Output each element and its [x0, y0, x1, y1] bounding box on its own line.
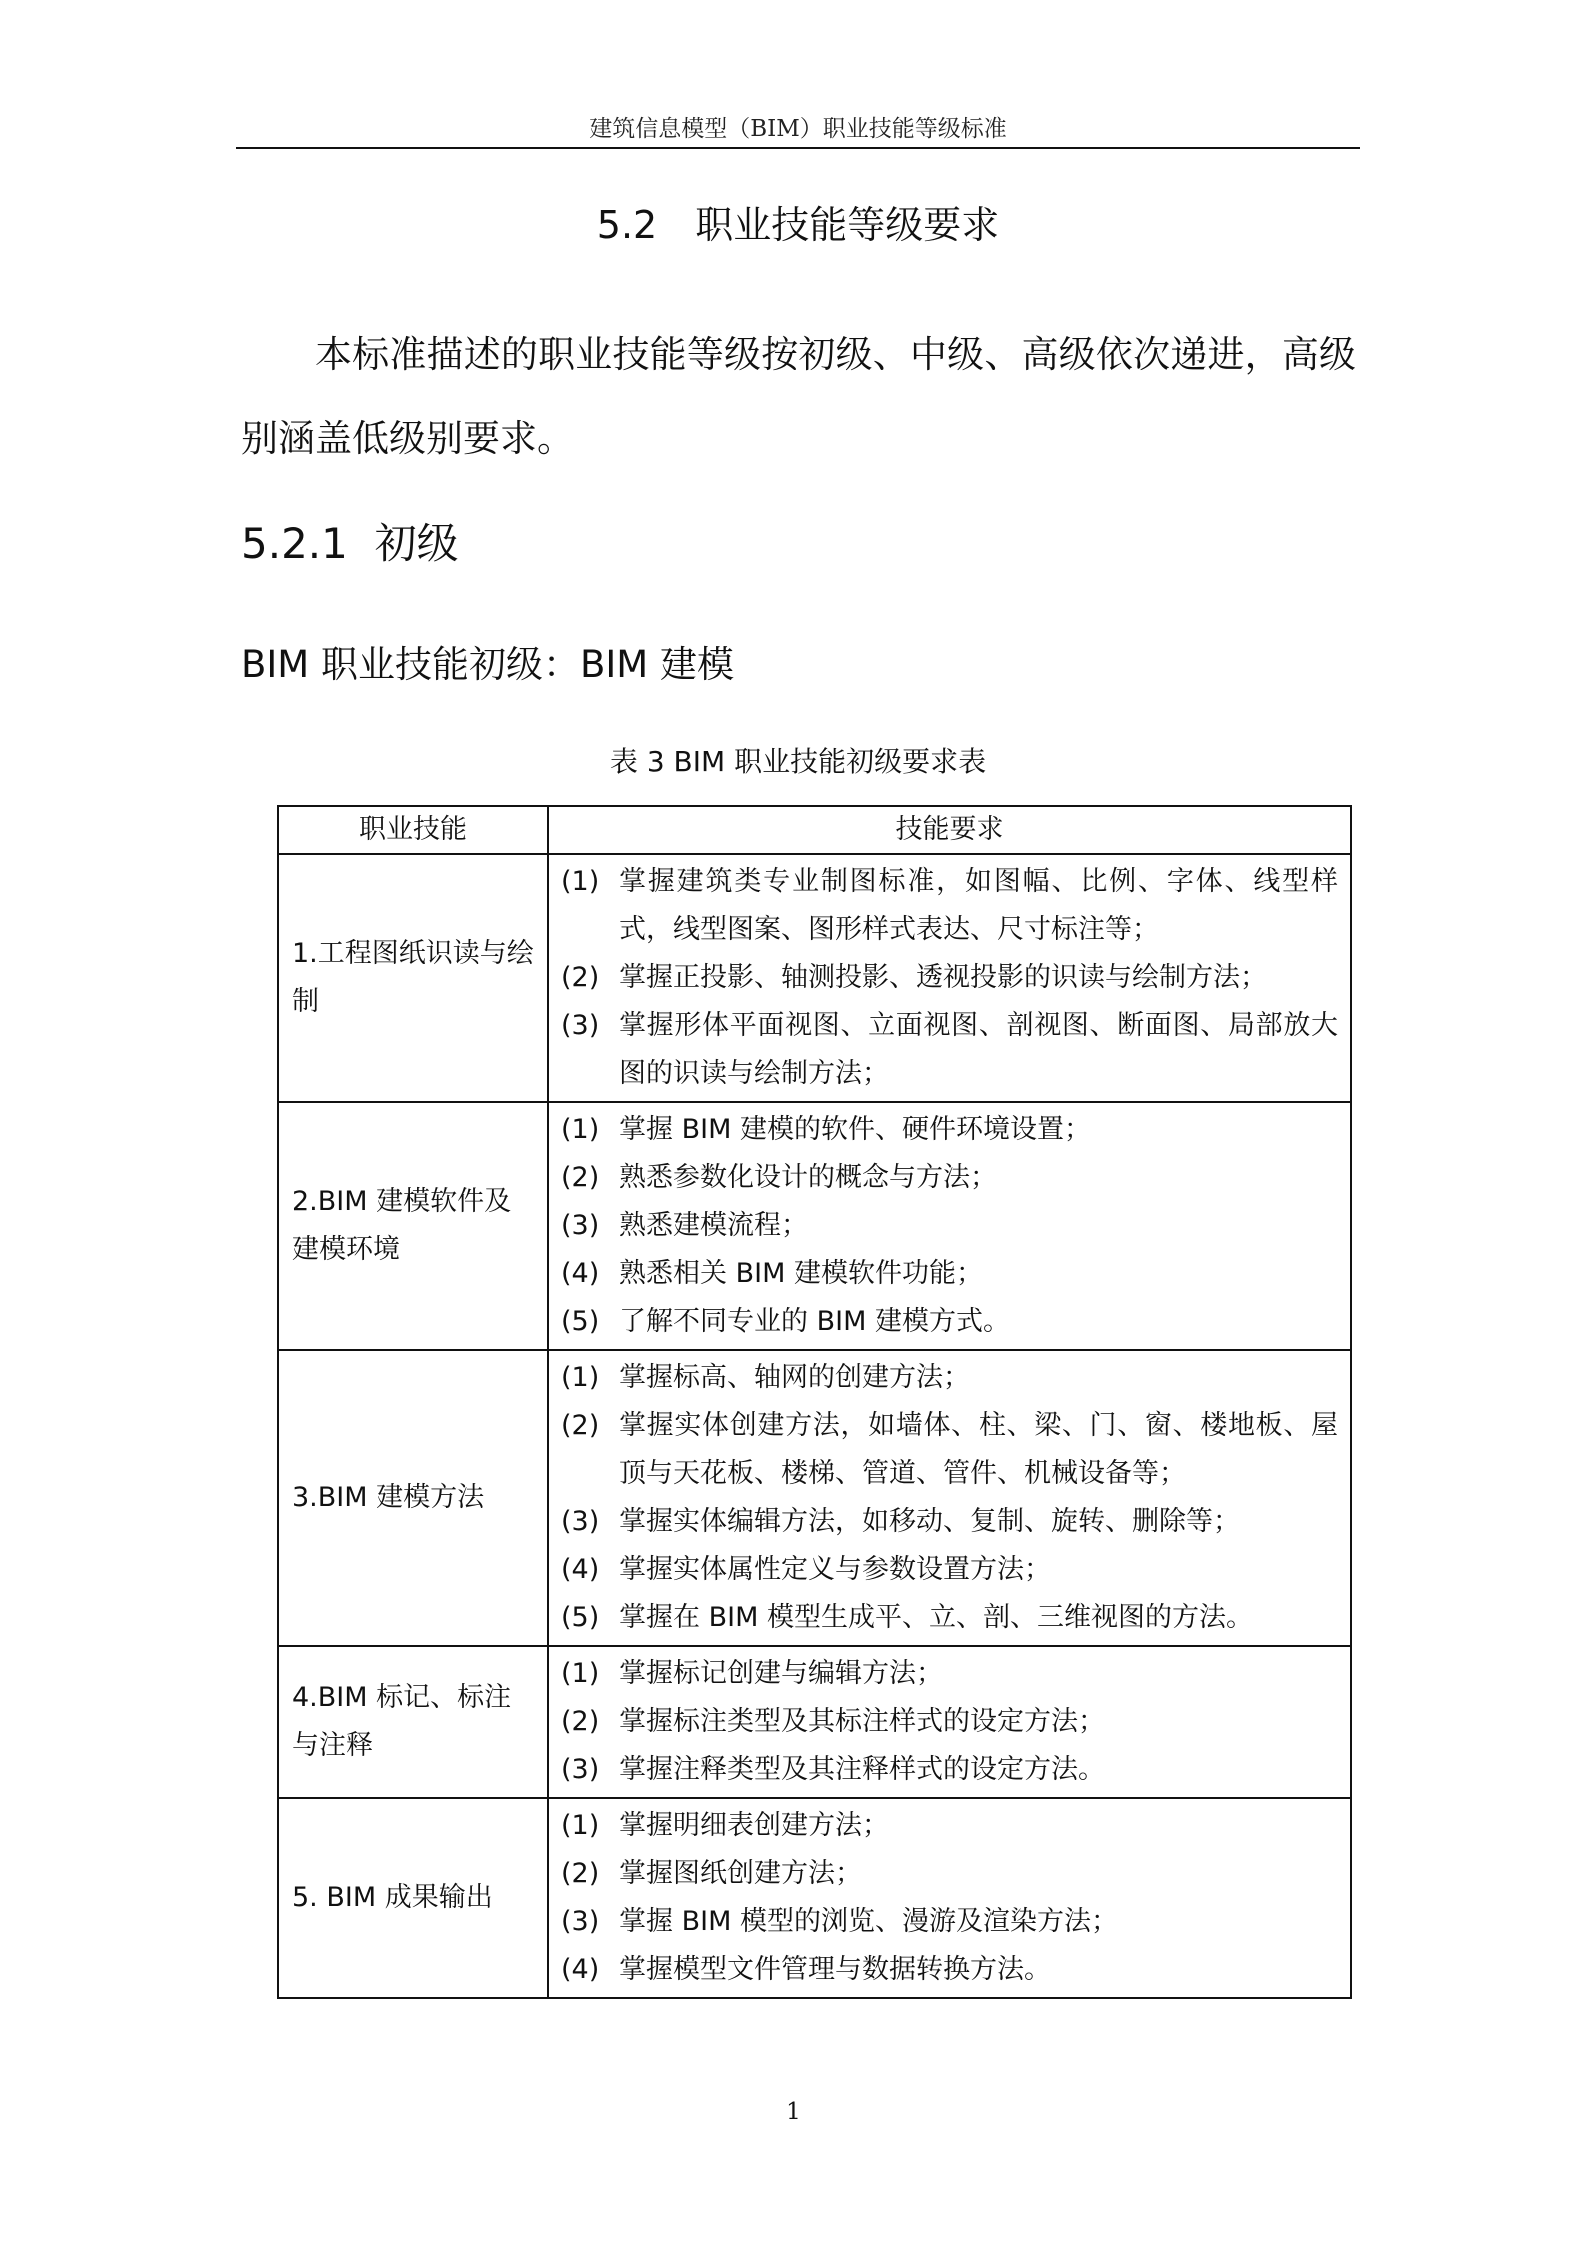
requirement-text: 掌握明细表创建方法； — [619, 1810, 889, 1841]
requirement-item — [561, 1498, 1338, 1546]
requirement-text: 掌握 BIM 模型的浏览、漫游及渲染方法； — [619, 1906, 1118, 1937]
requirement-number: (4) — [561, 1554, 600, 1585]
requirement-item — [561, 1698, 1338, 1746]
table-row — [278, 1350, 1351, 1646]
requirement-item — [561, 1546, 1338, 1594]
requirement-item — [561, 1746, 1338, 1794]
requirement-number: (4) — [561, 1954, 600, 1985]
requirement-number: (3) — [561, 1010, 600, 1041]
requirement-number: (2) — [561, 1410, 600, 1441]
requirement-item — [561, 1650, 1338, 1698]
requirement-item — [561, 1298, 1338, 1346]
requirement-text: 掌握建筑类专业制图标准，如图幅、比例、字体、线型样式，线型图案、图形样式表达、尺寸标注等； — [619, 866, 1338, 945]
requirement-item — [561, 1154, 1338, 1202]
requirement-item — [561, 1898, 1338, 1946]
table-row — [278, 1798, 1351, 1998]
requirement-number: (1) — [561, 1658, 600, 1689]
requirement-item — [561, 1946, 1338, 1994]
requirements-cell — [548, 1798, 1351, 1998]
requirement-number: (1) — [561, 1810, 600, 1841]
requirements-cell — [548, 1350, 1351, 1646]
requirement-text: 了解不同专业的 BIM 建模方式。 — [619, 1306, 1010, 1337]
requirement-text: 掌握正投影、轴测投影、透视投影的识读与绘制方法； — [619, 962, 1267, 993]
requirement-text: 掌握实体编辑方法，如移动、复制、旋转、删除等； — [619, 1506, 1240, 1537]
subsection-title: 5.2.1 初级 — [241, 519, 459, 568]
requirement-text: 掌握标记创建与编辑方法； — [619, 1658, 943, 1689]
requirement-number: (3) — [561, 1906, 600, 1937]
requirements-cell — [548, 1102, 1351, 1350]
table-row — [278, 854, 1351, 1102]
requirement-item — [561, 858, 1338, 954]
table-row — [278, 1102, 1351, 1350]
requirement-item — [561, 1002, 1338, 1098]
requirement-item — [561, 954, 1338, 1002]
header-divider — [236, 147, 1360, 149]
requirements-cell — [548, 854, 1351, 1102]
requirement-number: (5) — [561, 1602, 600, 1633]
requirement-item — [561, 1802, 1338, 1850]
requirement-text: 掌握实体属性定义与参数设置方法； — [619, 1554, 1051, 1585]
requirement-text: 掌握形体平面视图、立面视图、剖视图、断面图、局部放大图的识读与绘制方法； — [619, 1010, 1338, 1089]
requirement-number: (3) — [561, 1506, 600, 1537]
table-header-row — [278, 806, 1351, 854]
requirement-number: (1) — [561, 1114, 600, 1145]
table-caption: 表 3 BIM 职业技能初级要求表 — [609, 745, 987, 778]
requirement-number: (3) — [561, 1754, 600, 1785]
table-body — [278, 854, 1351, 1998]
skill-cell: 3.BIM 建模方法 — [278, 1350, 548, 1646]
requirement-item — [561, 1354, 1338, 1402]
requirement-text: 熟悉相关 BIM 建模软件功能； — [619, 1258, 983, 1289]
requirement-item — [561, 1202, 1338, 1250]
requirement-text: 掌握模型文件管理与数据转换方法。 — [619, 1954, 1051, 1985]
requirement-number: (4) — [561, 1258, 600, 1289]
requirement-number: (3) — [561, 1210, 600, 1241]
page-number: 1 — [786, 2099, 801, 2125]
column-header-requirements: 技能要求 — [548, 806, 1351, 854]
requirement-number: (1) — [561, 866, 600, 897]
requirement-item — [561, 1594, 1338, 1642]
column-header-skill: 职业技能 — [278, 806, 548, 854]
requirement-text: 掌握注释类型及其注释样式的设定方法。 — [619, 1754, 1105, 1785]
requirement-number: (2) — [561, 962, 600, 993]
skill-cell: 1.工程图纸识读与绘制 — [278, 854, 548, 1102]
section-title: 5.2 职业技能等级要求 — [596, 203, 1000, 247]
running-header: 建筑信息模型（BIM）职业技能等级标准 — [589, 116, 1007, 142]
requirement-item — [561, 1402, 1338, 1498]
requirement-item — [561, 1850, 1338, 1898]
requirement-text: 掌握标注类型及其标注样式的设定方法； — [619, 1706, 1105, 1737]
requirement-text: 掌握标高、轴网的创建方法； — [619, 1362, 970, 1393]
requirement-text: 掌握 BIM 建模的软件、硬件环境设置； — [619, 1114, 1091, 1145]
requirement-number: (2) — [561, 1706, 600, 1737]
requirements-cell — [548, 1646, 1351, 1798]
skills-table — [277, 805, 1352, 1999]
requirement-text: 掌握在 BIM 模型生成平、立、剖、三维视图的方法。 — [619, 1602, 1253, 1633]
requirement-text: 掌握图纸创建方法； — [619, 1858, 862, 1889]
requirement-number: (1) — [561, 1362, 600, 1393]
skill-cell: 5. BIM 成果输出 — [278, 1798, 548, 1998]
requirement-text: 掌握实体创建方法，如墙体、柱、梁、门、窗、楼地板、屋顶与天花板、楼梯、管道、管件、机械设备等； — [619, 1410, 1338, 1489]
requirement-number: (2) — [561, 1162, 600, 1193]
table-row — [278, 1646, 1351, 1798]
requirement-item — [561, 1106, 1338, 1154]
skill-cell: 4.BIM 标记、标注与注释 — [278, 1646, 548, 1798]
intro-paragraph: 本标准描述的职业技能等级按初级、中级、高级依次递进，高级别涵盖低级别要求。 — [241, 333, 1356, 460]
requirement-number: (5) — [561, 1306, 600, 1337]
requirement-item — [561, 1250, 1338, 1298]
requirement-text: 熟悉建模流程； — [619, 1210, 808, 1241]
level-heading: BIM 职业技能初级：BIM 建模 — [241, 643, 734, 686]
requirement-text: 熟悉参数化设计的概念与方法； — [619, 1162, 997, 1193]
skill-cell: 2.BIM 建模软件及建模环境 — [278, 1102, 548, 1350]
requirement-number: (2) — [561, 1858, 600, 1889]
